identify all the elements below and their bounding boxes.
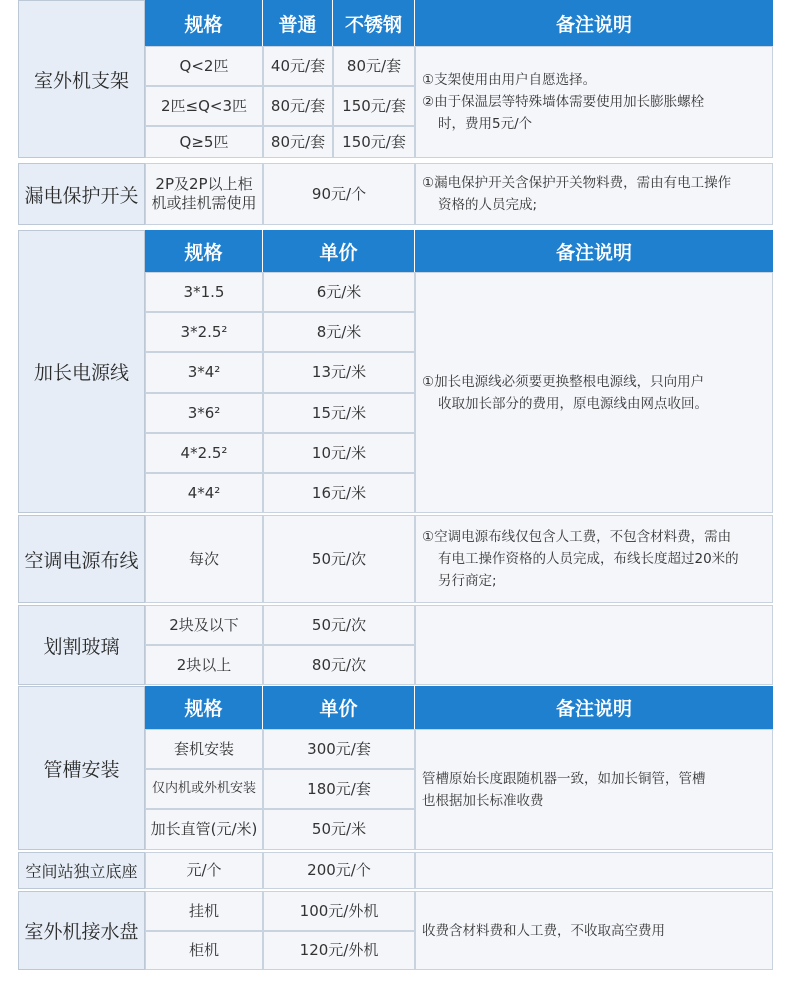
leakage-spec-cell: 2P及2P以上柜 机或挂机需使用 xyxy=(145,163,263,225)
bracket-stainless-cell: 150元/套 xyxy=(333,86,415,126)
cable-price-cell: 10元/米 xyxy=(263,433,415,473)
drain-spec-cell: 挂机 xyxy=(145,891,263,931)
category-duct-install: 管槽安装 xyxy=(18,686,145,850)
glass-notes xyxy=(415,605,773,685)
note-line: 资格的人员完成; xyxy=(438,197,538,213)
base-spec-cell: 元/个 xyxy=(145,852,263,889)
duct-spec-cell: 加长直管(元/米) xyxy=(145,809,263,850)
duct-price-cell: 180元/套 xyxy=(263,769,415,809)
cable-price-cell: 6元/米 xyxy=(263,272,415,312)
category-outdoor-bracket: 室外机支架 xyxy=(18,0,145,158)
duct-price-cell: 50元/米 xyxy=(263,809,415,850)
category-drain-pan: 室外机接水盘 xyxy=(18,891,145,970)
duct-spec-cell: 套机安装 xyxy=(145,729,263,769)
leakage-price-cell: 90元/个 xyxy=(263,163,415,225)
glass-price-cell: 80元/次 xyxy=(263,645,415,685)
header-notes: 备注说明 xyxy=(415,0,773,46)
duct-notes xyxy=(415,729,773,850)
category-standalone-base: 空间站独立底座 xyxy=(18,852,145,889)
category-leakage-switch: 漏电保护开关 xyxy=(18,163,145,225)
header-normal: 普通 xyxy=(263,0,333,46)
drain-notes xyxy=(415,891,773,970)
note-line: 也根据加长标准收费 xyxy=(422,792,544,809)
note-line: 时，费用5元/个 xyxy=(438,116,533,132)
wiring-price-cell: 50元/次 xyxy=(263,515,415,603)
cable-notes xyxy=(415,272,773,513)
drain-price-cell: 100元/外机 xyxy=(263,891,415,931)
base-price-cell: 200元/个 xyxy=(263,852,415,889)
header-notes: 备注说明 xyxy=(415,686,773,729)
duct-price-cell: 300元/套 xyxy=(263,729,415,769)
bracket-stainless-cell: 150元/套 xyxy=(333,126,415,158)
bracket-notes xyxy=(415,46,773,158)
cable-price-cell: 8元/米 xyxy=(263,312,415,352)
category-ac-wiring: 空调电源布线 xyxy=(18,515,145,603)
leakage-notes xyxy=(415,163,773,225)
note-line: ①加长电源线必须要更换整根电源线，只向用户 xyxy=(422,373,705,390)
header-spec: 规格 xyxy=(145,230,263,272)
bracket-spec-cell: Q≥5匹 xyxy=(145,126,263,158)
cable-spec-cell: 3*2.5² xyxy=(145,312,263,352)
bracket-normal-cell: 40元/套 xyxy=(263,46,333,86)
cable-spec-cell: 4*2.5² xyxy=(145,433,263,473)
note-line: 管槽原始长度跟随机器一致，如加长铜管，管槽 xyxy=(422,770,706,787)
cable-spec-cell: 3*4² xyxy=(145,352,263,393)
note-line: 另行商定; xyxy=(438,573,497,589)
category-glass-cutting: 划割玻璃 xyxy=(18,605,145,685)
header-spec: 规格 xyxy=(145,686,263,729)
wiring-notes xyxy=(415,515,773,603)
base-notes xyxy=(415,852,773,889)
note-line: ②由于保温层等特殊墙体需要使用加长膨胀螺栓 xyxy=(422,94,705,110)
note-line: 收取加长部分的费用，原电源线由网点收回。 xyxy=(438,395,708,412)
cable-spec-cell: 3*1.5 xyxy=(145,272,263,312)
note-line: ①支架使用由用户自愿选择。 xyxy=(422,72,597,88)
cable-price-cell: 16元/米 xyxy=(263,473,415,513)
bracket-normal-cell: 80元/套 xyxy=(263,86,333,126)
note-line: ①漏电保护开关含保护开关物料费，需由有电工操作 xyxy=(422,175,732,191)
note-line: 收费含材料费和人工费，不收取高空费用 xyxy=(422,922,665,939)
glass-price-cell: 50元/次 xyxy=(263,605,415,645)
header-spec: 规格 xyxy=(145,0,263,46)
cable-spec-cell: 4*4² xyxy=(145,473,263,513)
header-notes: 备注说明 xyxy=(415,230,773,272)
header-stainless: 不锈钢 xyxy=(333,0,415,46)
cable-spec-cell: 3*6² xyxy=(145,393,263,433)
bracket-spec-cell: 2匹≤Q<3匹 xyxy=(145,86,263,126)
category-extension-cable: 加长电源线 xyxy=(18,230,145,513)
drain-price-cell: 120元/外机 xyxy=(263,931,415,970)
header-unit-price: 单价 xyxy=(263,686,415,729)
glass-spec-cell: 2块及以下 xyxy=(145,605,263,645)
note-line: ①空调电源布线仅包含人工费，不包含材料费，需由 xyxy=(422,529,732,545)
cable-price-cell: 13元/米 xyxy=(263,352,415,393)
header-unit-price: 单价 xyxy=(263,230,415,272)
duct-spec-cell: 仅内机或外机安装 xyxy=(145,769,263,809)
bracket-spec-cell: Q<2匹 xyxy=(145,46,263,86)
cable-price-cell: 15元/米 xyxy=(263,393,415,433)
bracket-normal-cell: 80元/套 xyxy=(263,126,333,158)
note-line: 有电工操作资格的人员完成，布线长度超过20米的 xyxy=(438,551,739,567)
bracket-stainless-cell: 80元/套 xyxy=(333,46,415,86)
glass-spec-cell: 2块以上 xyxy=(145,645,263,685)
wiring-spec-cell: 每次 xyxy=(145,515,263,603)
drain-spec-cell: 柜机 xyxy=(145,931,263,970)
